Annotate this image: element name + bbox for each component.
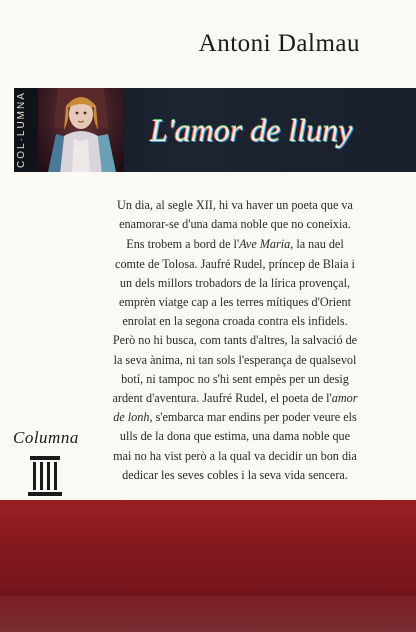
author-name: Antoni Dalmau: [198, 30, 360, 57]
back-cover-blurb: [112, 196, 358, 486]
blurb-paragraph-2: Ens trobem a bord de l'Ave Maria, la nau del comte de Tolosa. Jaufré Rudel, príncep de Blaia i un dels millors trobadors de la lírica provençal, emprèn viatge cap a les terres mítiques d'Orient enrolat en la segona croada contra els infidels. Però no hi busca, com tants d'altres, la salvació de la seva ànima, ni tan sols l'esperança de qualsevol botí, ni tampoc no s'hi sent empès per un desig ardent d'aventura. Jaufré Rudel, el poeta de l'amor de lonh, s'embarca mar endins per poder veure els ulls de la dona que estima, una dama noble que mai no ha vist però a la qual va decidir un bon dia dedicar les seves cobles i la seva vida sencera.: [112, 237, 358, 482]
collection-label: COL·LUMNA: [16, 91, 27, 168]
publisher-name: Columna: [13, 428, 79, 447]
red-band-fade: [0, 596, 416, 632]
blurb-paragraph-1: Un dia, al segle XII, hi va haver un poeta que va enamorar-se d'una dama noble que no coneixia.: [117, 198, 353, 232]
column-pillar-icon: [28, 456, 62, 496]
portrait-illustration: [38, 88, 124, 172]
woman-portrait-icon: [38, 88, 124, 172]
poem-phrase: amor de lonh,: [113, 391, 358, 425]
ship-name: Ave Maria,: [239, 237, 294, 252]
book-title: L'amor de lluny: [150, 112, 353, 148]
